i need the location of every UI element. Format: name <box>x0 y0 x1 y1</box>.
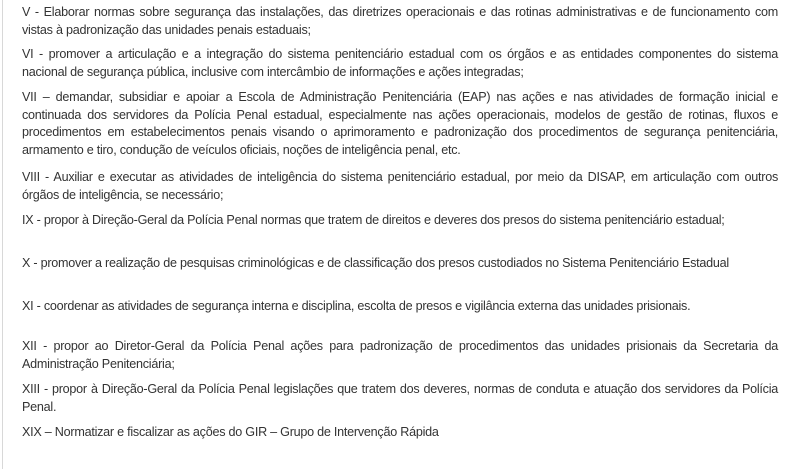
paragraph-xi: XI - coordenar as atividades de segurança interna e disciplina, escolta de presos e vigilância externa das unidades prisionais. <box>22 299 691 313</box>
paragraph-xix: XIX – Normatizar e fiscalizar as ações do GIR – Grupo de Intervenção Rápida <box>22 425 439 439</box>
paragraph-v: V - Elaborar normas sobre segurança das instalações, das diretrizes operacionais e das rotinas administrativas e de funcionamento com vistas à padronização das unidades penais estaduais; <box>22 5 778 37</box>
paragraph-ix: IX - propor à Direção-Geral da Polícia Penal normas que tratem de direitos e deveres dos presos do sistema penitenciário estadual; <box>22 213 725 227</box>
paragraph-viii: VIII - Auxiliar e executar as atividades de inteligência do sistema penitenciário estadual, por meio da DISAP, em articulação com outros órgãos de inteligência, se necessário; <box>22 170 778 202</box>
paragraph-x: X - promover a realização de pesquisas criminológicas e de classificação dos presos custodiados no Sistema Penitenciário Estadual <box>22 256 729 270</box>
left-border <box>2 0 3 469</box>
paragraph-vi: VI - promover a articulação e a integração do sistema penitenciário estadual com os órgãos e as entidades componentes do sistema nacional de segurança pública, inclusive com intercâmbio de informações e ações integradas; <box>22 47 778 79</box>
paragraph-xii: XII - propor ao Diretor-Geral da Polícia Penal ações para padronização de procedimentos das unidades prisionais da Secretaria da Administração Penitenciária; <box>22 339 778 371</box>
paragraph-xiii: XIII - propor à Direção-Geral da Polícia Penal legislações que tratem dos deveres, normas de conduta e atuação dos servidores da Polícia Penal. <box>22 382 778 414</box>
paragraph-vii: VII – demandar, subsidiar e apoiar a Escola de Administração Penitenciária (EAP) nas ações e nas atividades de formação inicial e continuada dos servidores da Polícia Penal estadual, especialmente nas ações operacionais, modelos de gestão de rotinas, fluxos e procedimentos em estabelecimentos penais visando o aprimoramento e padronização dos procedimentos de segurança penitenciária, armamento e tiro, condução de veículos oficiais, noções de inteligência penal, etc. <box>22 90 778 157</box>
